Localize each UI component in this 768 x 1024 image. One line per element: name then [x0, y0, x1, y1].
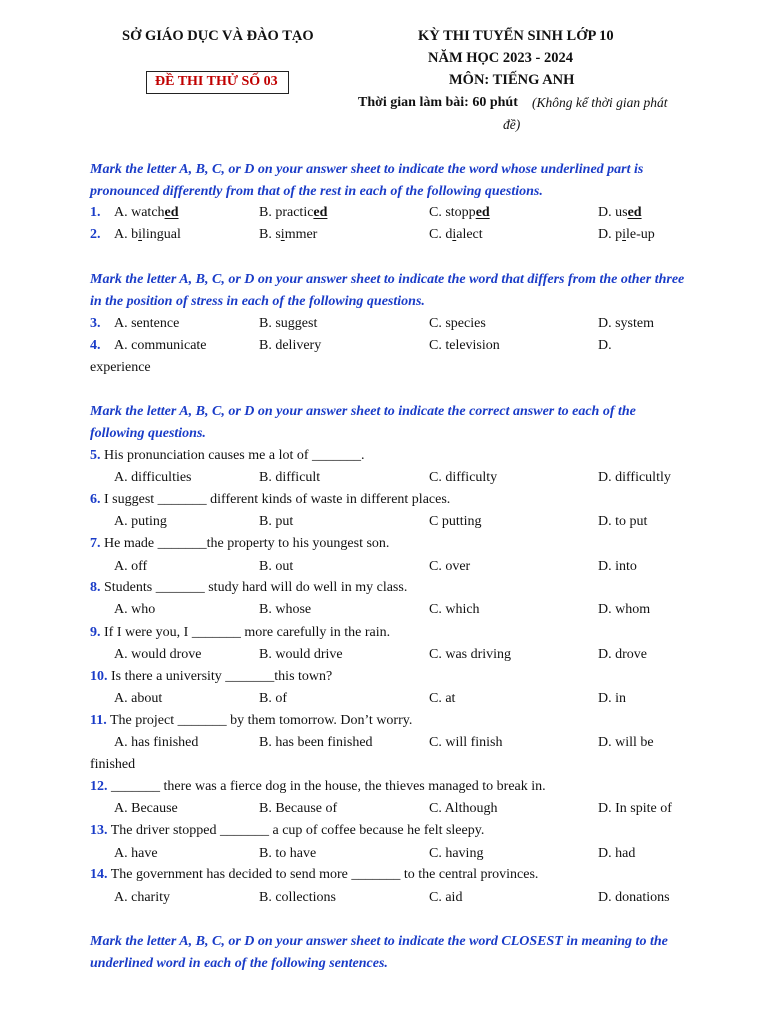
- option-c: C. will finish: [429, 735, 503, 750]
- question-number: 4.: [90, 338, 101, 353]
- option-c: C. television: [429, 338, 500, 353]
- option-c: C. at: [429, 691, 456, 706]
- option-c: C. aid: [429, 890, 463, 905]
- option-a: A. sentence: [114, 316, 180, 331]
- time-note-cont: đề): [503, 117, 521, 132]
- option-a: A. communicate: [114, 338, 207, 353]
- section-instruction-grammar: Mark the letter A, B, C, or D on your answer sheet to indicate the correct answer to each of the following questions.: [90, 404, 636, 441]
- option-c: C putting: [429, 514, 482, 529]
- option-d: D. in: [598, 691, 626, 706]
- option-d: D. donations: [598, 890, 670, 905]
- option-d: D. will be: [598, 735, 654, 750]
- question-stem: 13. The driver stopped _______ a cup of coffee because he felt sleepy.: [90, 823, 485, 838]
- option-b: B. delivery: [259, 338, 322, 353]
- option-a: A. who: [114, 602, 156, 617]
- question-stem: 8. Students _______ study hard will do well in my class.: [90, 580, 408, 595]
- option-c: C. over: [429, 559, 471, 574]
- question-stem: 12. _______ there was a fierce dog in the house, the thieves managed to break in.: [90, 779, 546, 794]
- question-stem: 11. The project _______ by them tomorrow. Don’t worry.: [90, 713, 413, 728]
- department-title: SỞ GIÁO DỤC VÀ ĐÀO TẠO: [122, 28, 314, 44]
- exam-label-box: ĐỀ THI THỬ SỐ 03: [146, 71, 289, 94]
- section-instruction-pronunciation: Mark the letter A, B, C, or D on your answer sheet to indicate the word whose underlined part is pronounced differently from that of the rest in each of the following questions.: [90, 162, 644, 199]
- option-d: D. In spite of: [598, 801, 672, 816]
- option-c: C. difficulty: [429, 470, 498, 485]
- option-b: B. whose: [259, 602, 312, 617]
- option-d: D. used: [598, 205, 642, 220]
- option-a: A. difficulties: [114, 470, 192, 485]
- option-c: C. having: [429, 846, 484, 861]
- option-d: D. to put: [598, 514, 648, 529]
- subject: MÔN: TIẾNG ANH: [449, 72, 575, 88]
- option-c: C. species: [429, 316, 486, 331]
- section-instruction-synonym: Mark the letter A, B, C, or D on your answer sheet to indicate the word CLOSEST in meaning to the underlined word in each of the following sentences.: [90, 934, 668, 971]
- option-b: B. has been finished: [259, 735, 373, 750]
- option-c: C. stopped: [429, 205, 490, 220]
- section-instruction-stress: Mark the letter A, B, C, or D on your answer sheet to indicate the word that differs from the other three in the position of stress in each of the following questions.: [90, 272, 685, 309]
- option-b: B. difficult: [259, 470, 321, 485]
- option-a: A. puting: [114, 514, 167, 529]
- option-a: A. would drove: [114, 647, 202, 662]
- question-number: 3.: [90, 316, 101, 331]
- question-stem: 6. I suggest _______ different kinds of waste in different places.: [90, 492, 451, 507]
- option-a: A. charity: [114, 890, 170, 905]
- option-b: B. Because of: [259, 801, 338, 816]
- option-b: B. suggest: [259, 316, 318, 331]
- option-d: D. whom: [598, 602, 651, 617]
- question-stem: 5. His pronunciation causes me a lot of _______.: [90, 448, 365, 463]
- option-b: B. practiced: [259, 205, 328, 220]
- option-c: C. Although: [429, 801, 498, 816]
- school-year: NĂM HỌC 2023 - 2024: [428, 50, 573, 66]
- question-number: 1.: [90, 205, 101, 220]
- option-b: B. out: [259, 559, 294, 574]
- option-d: D. had: [598, 846, 636, 861]
- exam-title: KỲ THI TUYỂN SINH LỚP 10: [418, 28, 614, 44]
- option-a: A. about: [114, 691, 163, 706]
- option-d: D. pile-up: [598, 227, 655, 242]
- question-stem: 10. Is there a university _______this town?: [90, 669, 333, 684]
- option-a: A. Because: [114, 801, 178, 816]
- option-d: D. difficultly: [598, 470, 671, 485]
- option-a: A. watched: [114, 205, 179, 220]
- option-d: D.: [598, 338, 612, 353]
- option-d: D. system: [598, 316, 654, 331]
- option-c: C. which: [429, 602, 480, 617]
- option-b: B. would drive: [259, 647, 343, 662]
- question-number: 2.: [90, 227, 101, 242]
- option-b: B. to have: [259, 846, 317, 861]
- option-b: B. collections: [259, 890, 336, 905]
- option-a: A. have: [114, 846, 158, 861]
- time-label: Thời gian làm bài: 60 phút: [358, 95, 518, 110]
- option-d: D. drove: [598, 647, 647, 662]
- question-stem: 14. The government has decided to send more _______ to the central provinces.: [90, 867, 539, 882]
- option-d: D. into: [598, 559, 637, 574]
- option-b: B. put: [259, 514, 294, 529]
- option-d-continued: finished: [90, 757, 136, 772]
- option-b: B. simmer: [259, 227, 318, 242]
- option-a: A. bilingual: [114, 227, 181, 242]
- option-d-continued: experience: [90, 360, 151, 375]
- option-a: A. has finished: [114, 735, 199, 750]
- option-a: A. off: [114, 559, 148, 574]
- option-c: C. was driving: [429, 647, 512, 662]
- option-b: B. of: [259, 691, 287, 706]
- time-note: (Không kể thời gian phát: [532, 95, 668, 110]
- question-stem: 7. He made _______the property to his youngest son.: [90, 536, 390, 551]
- option-c: C. dialect: [429, 227, 483, 242]
- question-stem: 9. If I were you, I _______ more carefully in the rain.: [90, 625, 391, 640]
